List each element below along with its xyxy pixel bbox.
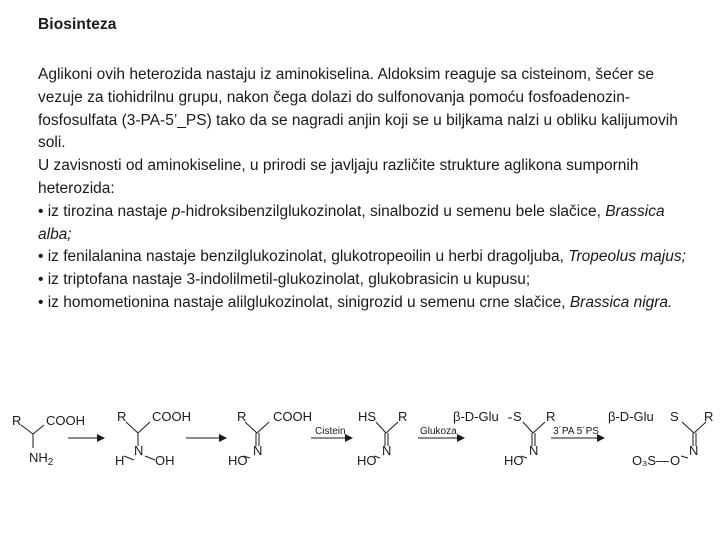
bullet-triptofan: • iz triptofana nastaje 3-indolilmetil-glukozinolat, glukobrasicin u kupusu;	[38, 271, 531, 289]
s5-s-label: S	[513, 409, 522, 424]
s5-n-label: N	[529, 443, 539, 458]
s4-hs-label: HS	[358, 409, 377, 424]
s6-o-label: O	[670, 453, 681, 468]
s2-h-label: H	[115, 453, 125, 468]
paragraph-intro: Aglikoni ovih heterozida nastaju iz aminokiselina. Aldoksim reaguje sa cisteinom, šećer se vezuje za tiohidrilnu grupu, nakon čega dolazi do sulfonovanja pomoću fosfoadenozin-fosfosulfata (3-PA-5’_PS) tako da se nagradi anjin koji se u biljkama nalzi u obliku kalijumovih soli.	[38, 66, 678, 152]
bullet-tirozin: • iz tirozina nastaje p-hidroksibenzilglukozinolat, sinalbozid u semenu bele slačice, Brassica alba;	[38, 202, 665, 243]
s3-cooh-label: COOH	[273, 409, 312, 424]
s2-oh-label: OH	[155, 453, 175, 468]
s3-n-label: N	[253, 443, 263, 458]
s6-r-label: R	[704, 409, 714, 424]
s6-glu-label: β-D-Glu	[608, 409, 654, 424]
s5-glu-label: β-D-Glu	[453, 409, 499, 424]
s5-ho-label: HO	[504, 453, 524, 468]
s4-ho-label: HO	[357, 453, 377, 468]
reagent-paps: 3´PA 5´PS	[553, 426, 599, 437]
s1-r-label: R	[12, 413, 22, 428]
page-title: Biosinteza	[38, 16, 117, 33]
s6-bond-dash: —	[656, 453, 669, 468]
s6-s-label: S	[670, 409, 679, 424]
bullet-homometionin: • iz homometionina nastaje alilglukozinolat, sinigrozid u semenu crne slačice, Brassica nigra.	[38, 293, 673, 311]
reagent-cistein: Cistein	[315, 426, 346, 437]
s2-r-label: R	[117, 409, 127, 424]
s2-cooh-label: COOH	[152, 409, 191, 424]
s3-r-label: R	[237, 409, 247, 424]
bullet-fenilalanin: • iz fenilalanina nastaje benzilglukozinolat, glukotropeoilin u herbi dragoljuba, Tropeolus majus;	[38, 248, 686, 266]
s4-r-label: R	[398, 409, 408, 424]
s6-o3s-label: O₃S	[632, 453, 657, 468]
main-text	[38, 64, 688, 315]
s6-n-label: N	[689, 443, 699, 458]
reagent-glukoza: Glukoza	[420, 426, 457, 437]
s5-r-label: R	[546, 409, 556, 424]
s1-cooh-label: COOH	[46, 413, 85, 428]
biosynthesis-scheme	[0, 396, 720, 476]
s4-n-label: N	[382, 443, 392, 458]
s3-ho-label: HO	[228, 453, 248, 468]
s1-nh2-label: $NH_2$	[29, 450, 54, 468]
paragraph-structures: U zavisnosti od aminokiseline, u prirodi se javljaju različite strukture aglikona sumpornih heterozida:	[38, 157, 639, 197]
s2-n-label: N	[134, 443, 144, 458]
